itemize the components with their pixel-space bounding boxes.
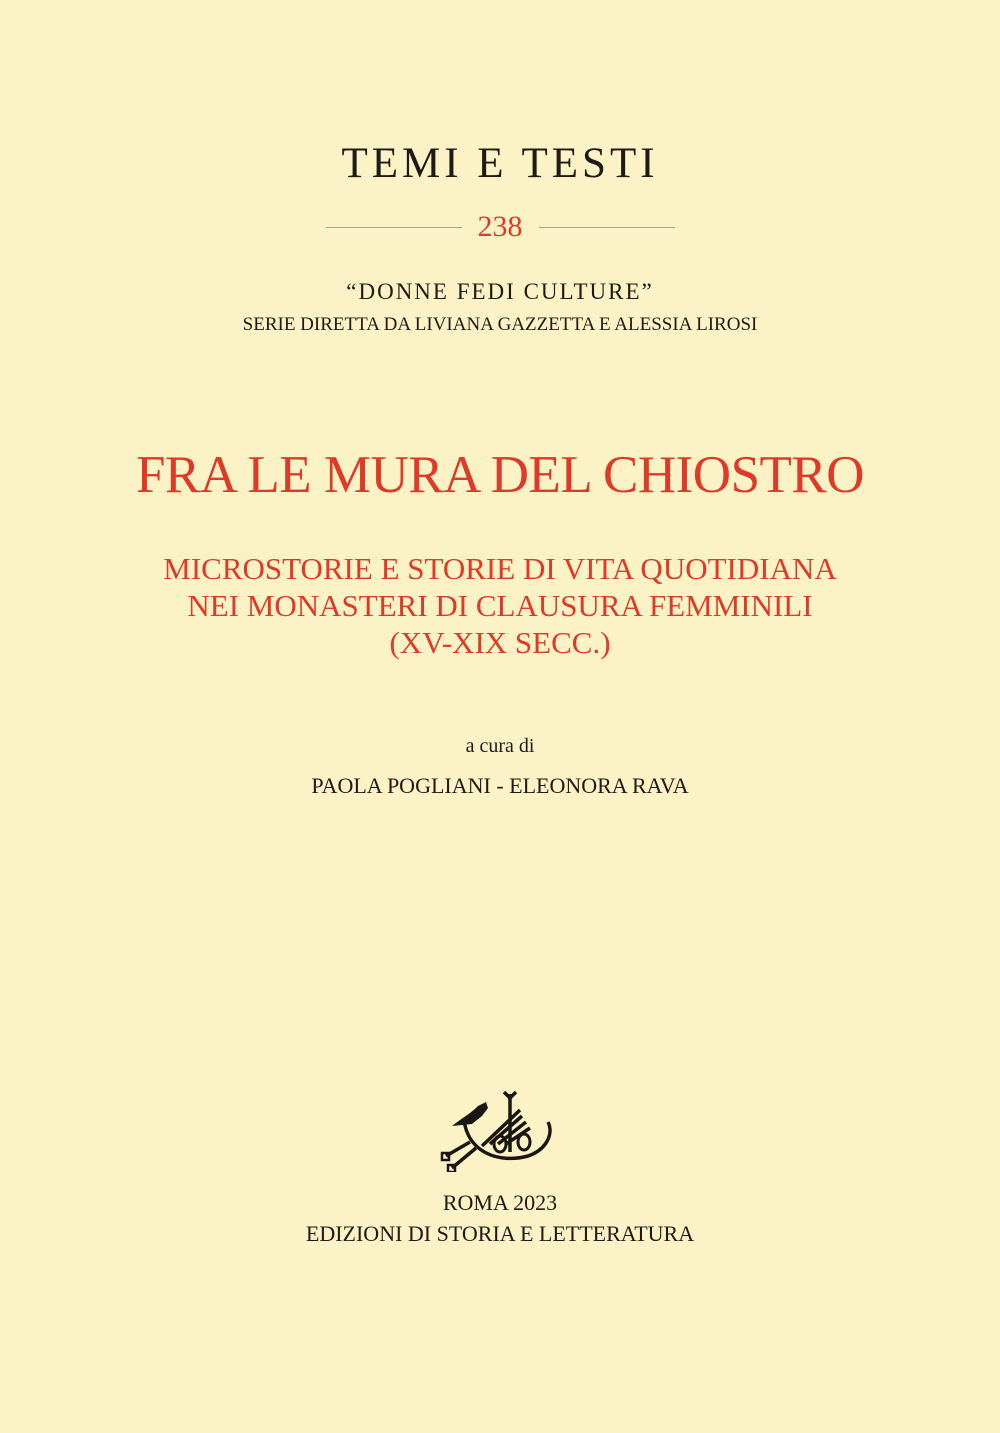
publisher-logo-ship-icon <box>438 1082 558 1172</box>
book-title: FRA LE MURA DEL CHIOSTRO <box>135 446 865 504</box>
series-number: 238 <box>477 210 523 243</box>
book-subtitle-line: MICROSTORIE E STORIE DI VITA QUOTIDIANA <box>163 551 837 586</box>
divider-right <box>539 227 675 228</box>
series-title: TEMI E TESTI <box>341 140 659 187</box>
editors: PAOLA POGLIANI - ELEONORA RAVA <box>311 773 689 798</box>
series-number-row <box>0 212 1000 242</box>
subseries-title: “DONNE FEDI CULTURE” <box>346 279 654 304</box>
series-directors: SERIE DIRETTA DA LIVIANA GAZZETTA E ALESSIA LIROSI <box>242 314 758 335</box>
imprint-city-year: ROMA 2023 <box>442 1190 558 1215</box>
book-subtitle-line: (XV-XIX SECC.) <box>389 625 611 660</box>
editors-label: a cura di <box>465 735 535 757</box>
publisher-name: EDIZIONI DI STORIA E LETTERATURA <box>305 1221 695 1246</box>
book-subtitle-line: NEI MONASTERI DI CLAUSURA FEMMINILI <box>187 588 813 623</box>
divider-left <box>326 227 462 228</box>
